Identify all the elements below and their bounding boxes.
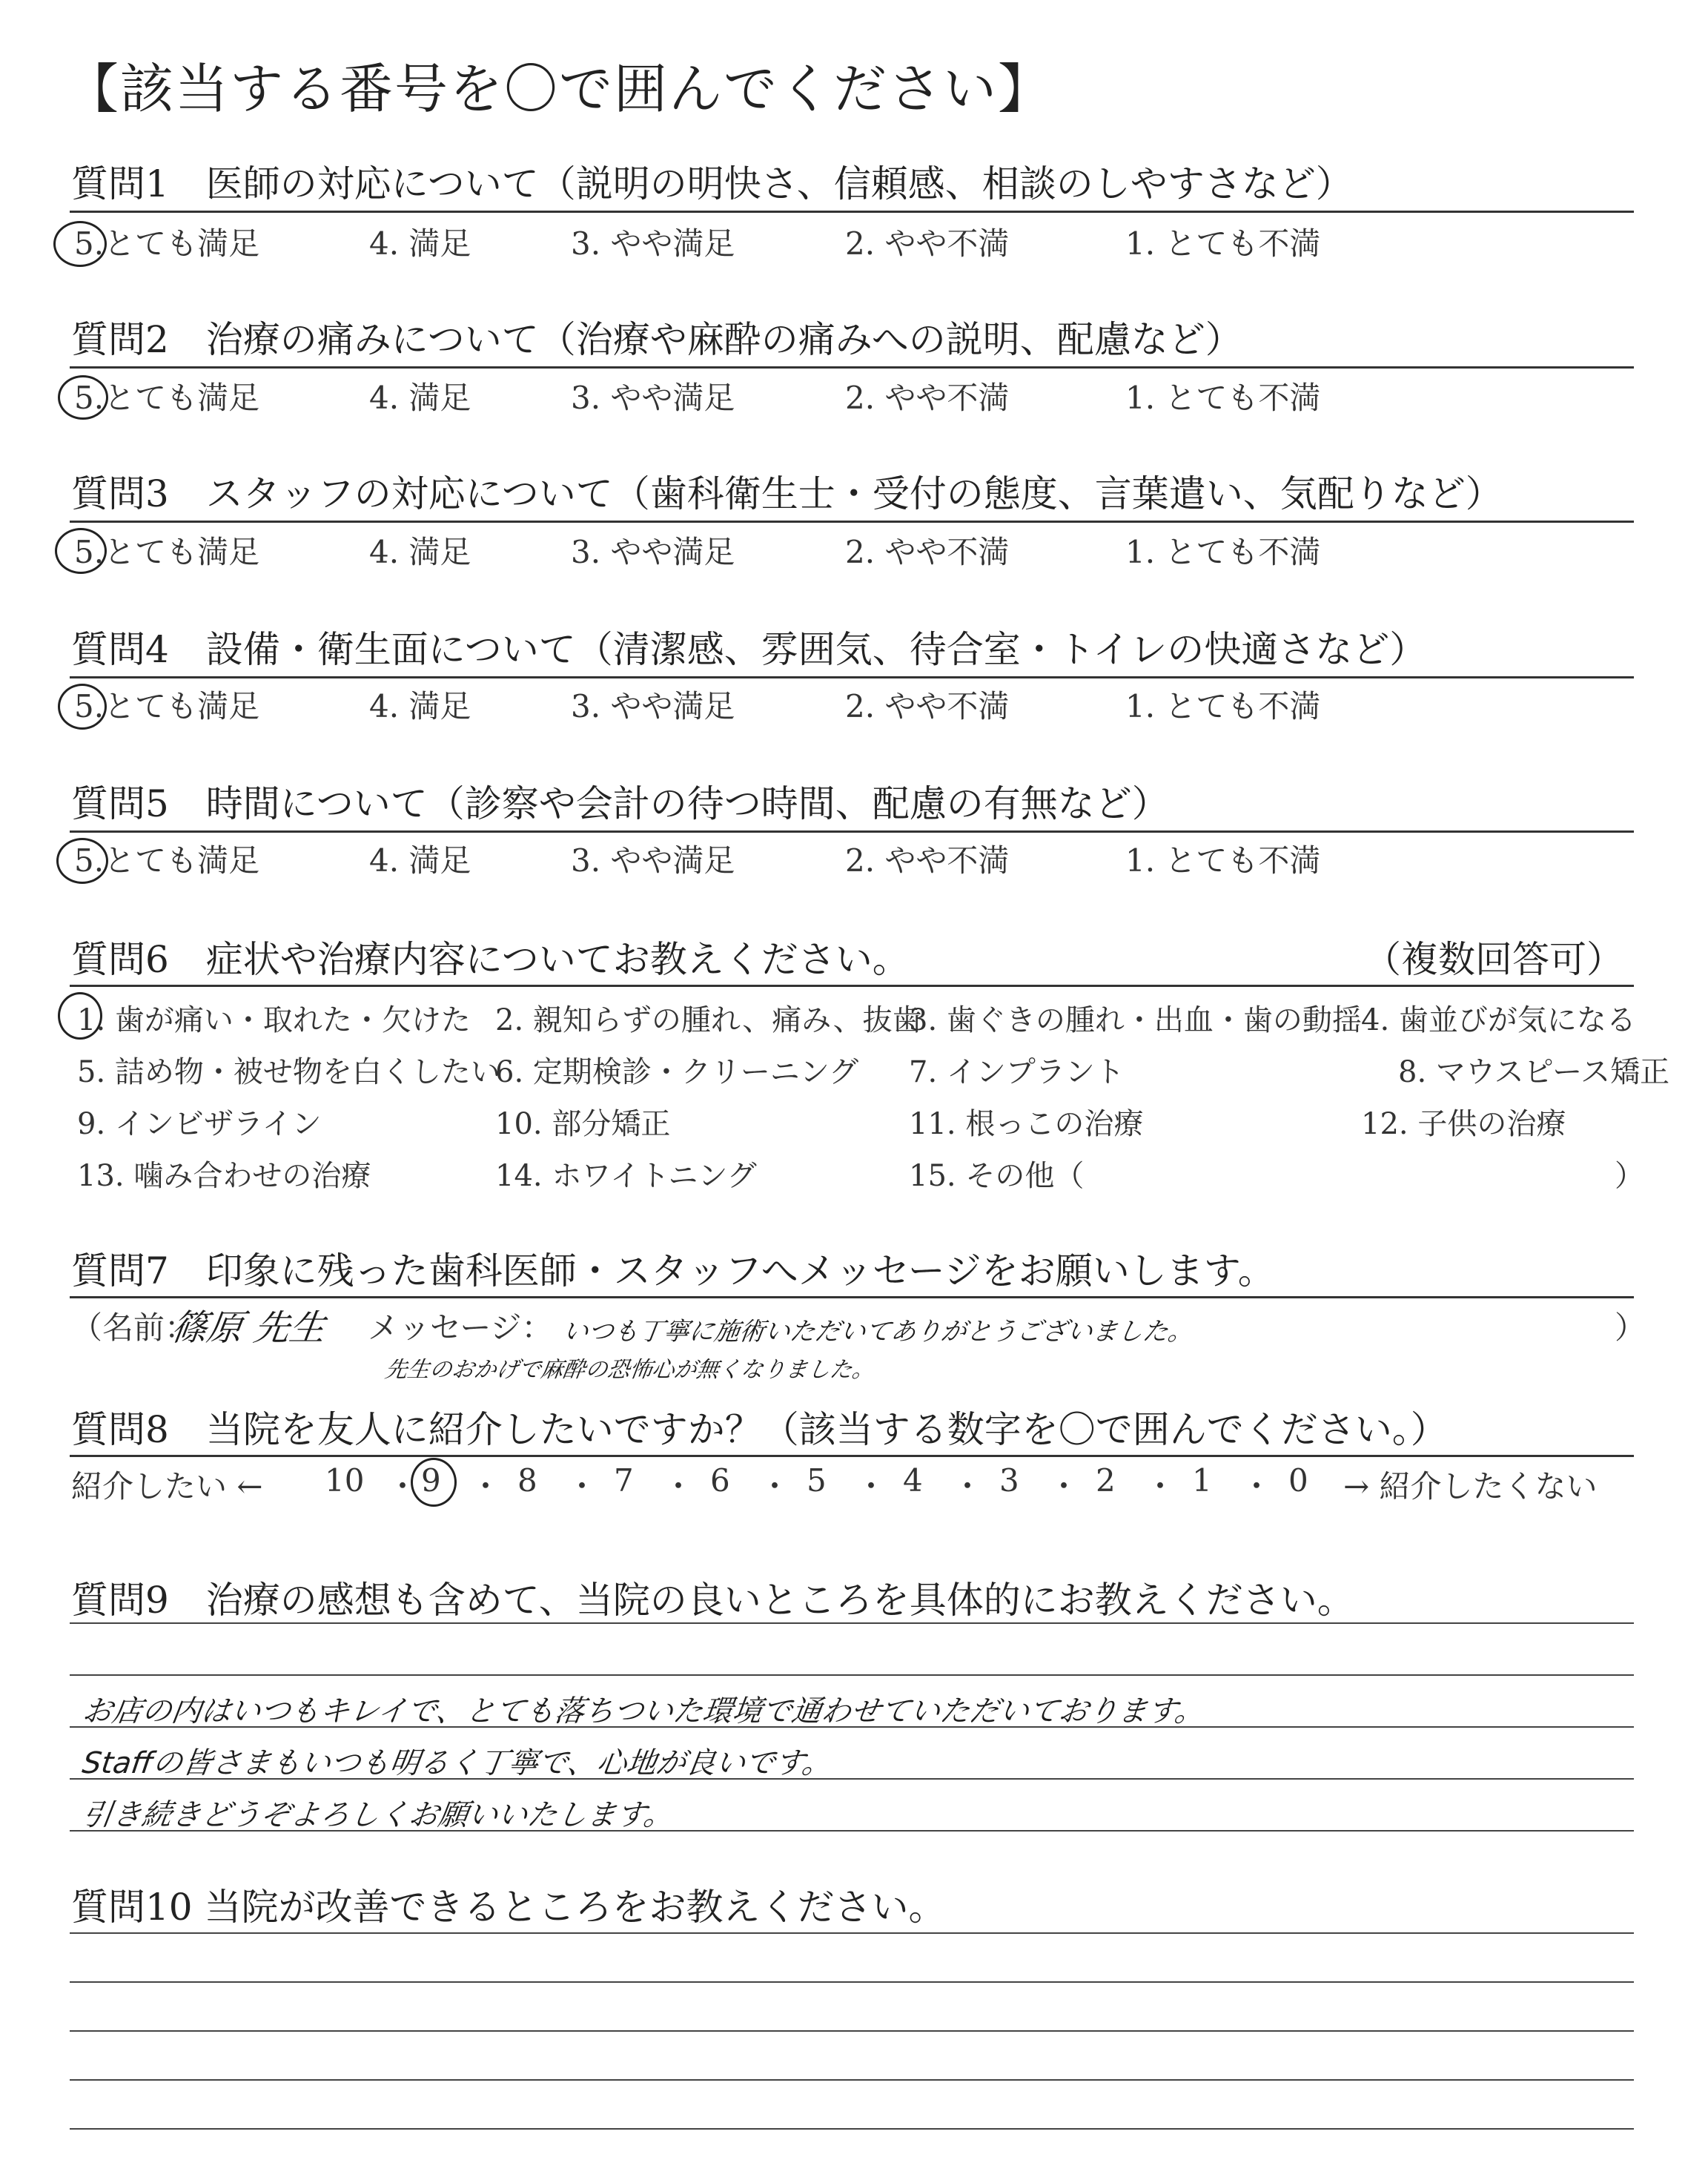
answer-line <box>70 2030 1634 2032</box>
question-title: 質問8 当院を友人に紹介したいですか？（該当する数字を〇で囲んでください。） <box>71 1408 1448 1451</box>
option-5[interactable]: 5.とても満足 <box>74 688 260 724</box>
option-3[interactable]: 3. やや満足 <box>571 842 735 879</box>
answer-line <box>70 1674 1634 1676</box>
question-title: 質問7 印象に残った歯科医師・スタッフへメッセージをお願いします。 <box>71 1249 1275 1292</box>
option-1[interactable]: 1. とても不満 <box>1125 842 1321 879</box>
scale-separator: ・ <box>387 1468 419 1505</box>
answer-line <box>70 2128 1634 2130</box>
option-2[interactable]: 2. やや不満 <box>845 534 1010 570</box>
answer-handwritten-line2[interactable]: Staffの皆さまもいつも明るく丁寧で、心地が良いです。 <box>80 1746 835 1780</box>
scale-separator: ・ <box>1145 1468 1176 1505</box>
close-paren: ） <box>1615 1309 1646 1346</box>
scale-value[interactable]: 5 <box>807 1462 827 1499</box>
answer-handwritten-line1[interactable]: お店の内はいつもキレイで、とても落ちついた環境で通わせていただいております。 <box>80 1694 1207 1728</box>
scale-value[interactable]: 6 <box>710 1462 730 1499</box>
scale-value[interactable]: 10 <box>325 1462 365 1499</box>
symptom-option[interactable]: 11. 根っこの治療 <box>909 1107 1144 1141</box>
option-1[interactable]: 1. とても不満 <box>1125 225 1321 262</box>
option-1[interactable]: 1. とても不満 <box>1125 534 1321 570</box>
divider <box>70 211 1634 213</box>
scale-separator: ・ <box>855 1468 887 1505</box>
option-5[interactable]: 5.とても満足 <box>74 842 260 879</box>
divider <box>70 1455 1634 1457</box>
option-3[interactable]: 3. やや満足 <box>571 534 735 570</box>
message-label: メッセージ： <box>368 1309 553 1346</box>
recommend-left-label: 紹介したい ← <box>71 1468 263 1505</box>
scale-separator: ・ <box>1048 1468 1080 1505</box>
scale-value[interactable]: 9 <box>421 1462 441 1499</box>
question-title: 質問4 設備・衛生面について（清潔感、雰囲気、待合室・トイレの快適さなど） <box>71 628 1427 671</box>
name-label: （名前： <box>71 1309 196 1346</box>
option-4[interactable]: 4. 満足 <box>369 688 471 724</box>
question-title: 質問10 当院が改善できるところをお教えください。 <box>71 1886 946 1929</box>
symptom-option[interactable]: 9. インビザライン <box>77 1107 322 1141</box>
option-4[interactable]: 4. 満足 <box>369 534 471 570</box>
scale-separator: ・ <box>566 1468 598 1505</box>
divider <box>70 676 1634 678</box>
message-handwritten-line1[interactable]: いつも丁寧に施術いただいてありがとうございました。 <box>560 1317 1196 1347</box>
option-1[interactable]: 1. とても不満 <box>1125 380 1321 416</box>
symptom-option[interactable]: 1. 歯が痛い・取れた・欠けた <box>77 1003 471 1037</box>
divider <box>70 830 1634 833</box>
scale-separator: ・ <box>759 1468 791 1505</box>
scale-value[interactable]: 4 <box>903 1462 923 1499</box>
answer-line <box>70 1932 1634 1934</box>
option-2[interactable]: 2. やや不満 <box>845 688 1010 724</box>
scale-value[interactable]: 7 <box>614 1462 634 1499</box>
scale-separator: ・ <box>663 1468 695 1505</box>
option-4[interactable]: 4. 満足 <box>369 380 471 416</box>
symptom-option[interactable]: 3. 歯ぐきの腫れ・出血・歯の動揺 <box>909 1003 1362 1037</box>
symptom-option[interactable]: 5. 詰め物・被せ物を白くしたい <box>77 1055 500 1089</box>
symptom-option[interactable]: 7. インプラント <box>909 1055 1125 1089</box>
symptom-option[interactable]: 4. 歯並びが気になる <box>1361 1003 1636 1037</box>
option-2[interactable]: 2. やや不満 <box>845 225 1010 262</box>
symptom-option[interactable]: 6. 定期検診・クリーニング <box>495 1055 859 1089</box>
question-title: 質問2 治療の痛みについて（治療や麻酔の痛みへの説明、配慮など） <box>71 318 1242 361</box>
recommend-right-label: → 紹介したくない <box>1343 1468 1598 1505</box>
option-3[interactable]: 3. やや満足 <box>571 225 735 262</box>
question-title: 質問1 医師の対応について（説明の明快さ、信頼感、相談のしやすさなど） <box>71 162 1353 205</box>
answer-line <box>70 1981 1634 1983</box>
question-title: 質問3 スタッフの対応について（歯科衛生士・受付の態度、言葉遣い、気配りなど） <box>71 472 1503 515</box>
scale-value[interactable]: 8 <box>517 1462 537 1499</box>
symptom-option[interactable]: 12. 子供の治療 <box>1361 1107 1566 1141</box>
symptom-option[interactable]: 15. その他（ <box>909 1159 1085 1193</box>
option-2[interactable]: 2. やや不満 <box>845 842 1010 879</box>
multiple-answers-note: （複数回答可） <box>1364 938 1623 981</box>
symptom-option[interactable]: 10. 部分矯正 <box>495 1107 671 1141</box>
option-3[interactable]: 3. やや満足 <box>571 688 735 724</box>
symptom-option[interactable]: 14. ホワイトニング <box>495 1159 757 1193</box>
option-3[interactable]: 3. やや満足 <box>571 380 735 416</box>
answer-line <box>70 2079 1634 2081</box>
scale-value[interactable]: 3 <box>999 1462 1019 1499</box>
option-5[interactable]: 5.とても満足 <box>74 225 260 262</box>
divider <box>70 1296 1634 1298</box>
divider <box>70 521 1634 523</box>
divider <box>70 985 1634 987</box>
other-close-paren: ） <box>1615 1159 1644 1193</box>
scale-value[interactable]: 1 <box>1192 1462 1212 1499</box>
divider <box>70 366 1634 369</box>
scale-value[interactable]: 2 <box>1096 1462 1116 1499</box>
name-handwritten[interactable]: 篠原 先生 <box>168 1307 328 1349</box>
option-4[interactable]: 4. 満足 <box>369 842 471 879</box>
option-5[interactable]: 5.とても満足 <box>74 380 260 416</box>
answer-handwritten-line3[interactable]: 引き続きどうぞよろしくお願いいたします。 <box>80 1798 676 1832</box>
option-1[interactable]: 1. とても不満 <box>1125 688 1321 724</box>
option-4[interactable]: 4. 満足 <box>369 225 471 262</box>
message-handwritten-line2[interactable]: 先生のおかげで麻酔の恐怖心が無くなりました。 <box>383 1357 876 1383</box>
answer-line <box>70 1622 1634 1624</box>
option-2[interactable]: 2. やや不満 <box>845 380 1010 416</box>
scale-separator: ・ <box>1241 1468 1273 1505</box>
question-title: 質問6 症状や治療内容についてお教えください。 <box>71 938 910 981</box>
symptom-option[interactable]: 8. マウスピース矯正 <box>1398 1055 1670 1089</box>
scale-separator: ・ <box>952 1468 984 1505</box>
page-title: 【該当する番号を〇で囲んでください】 <box>65 58 1053 120</box>
question-title: 質問5 時間について（診察や会計の待つ時間、配慮の有無など） <box>71 782 1169 825</box>
question-title: 質問9 治療の感想も含めて、当院の良いところを具体的にお教えください。 <box>71 1579 1354 1622</box>
answer-circle <box>411 1458 457 1507</box>
scale-value[interactable]: 0 <box>1288 1462 1308 1499</box>
symptom-option[interactable]: 13. 噛み合わせの治療 <box>77 1159 371 1193</box>
scale-separator: ・ <box>470 1468 502 1505</box>
symptom-option[interactable]: 2. 親知らずの腫れ、痛み、抜歯 <box>495 1003 922 1037</box>
option-5[interactable]: 5.とても満足 <box>74 534 260 570</box>
